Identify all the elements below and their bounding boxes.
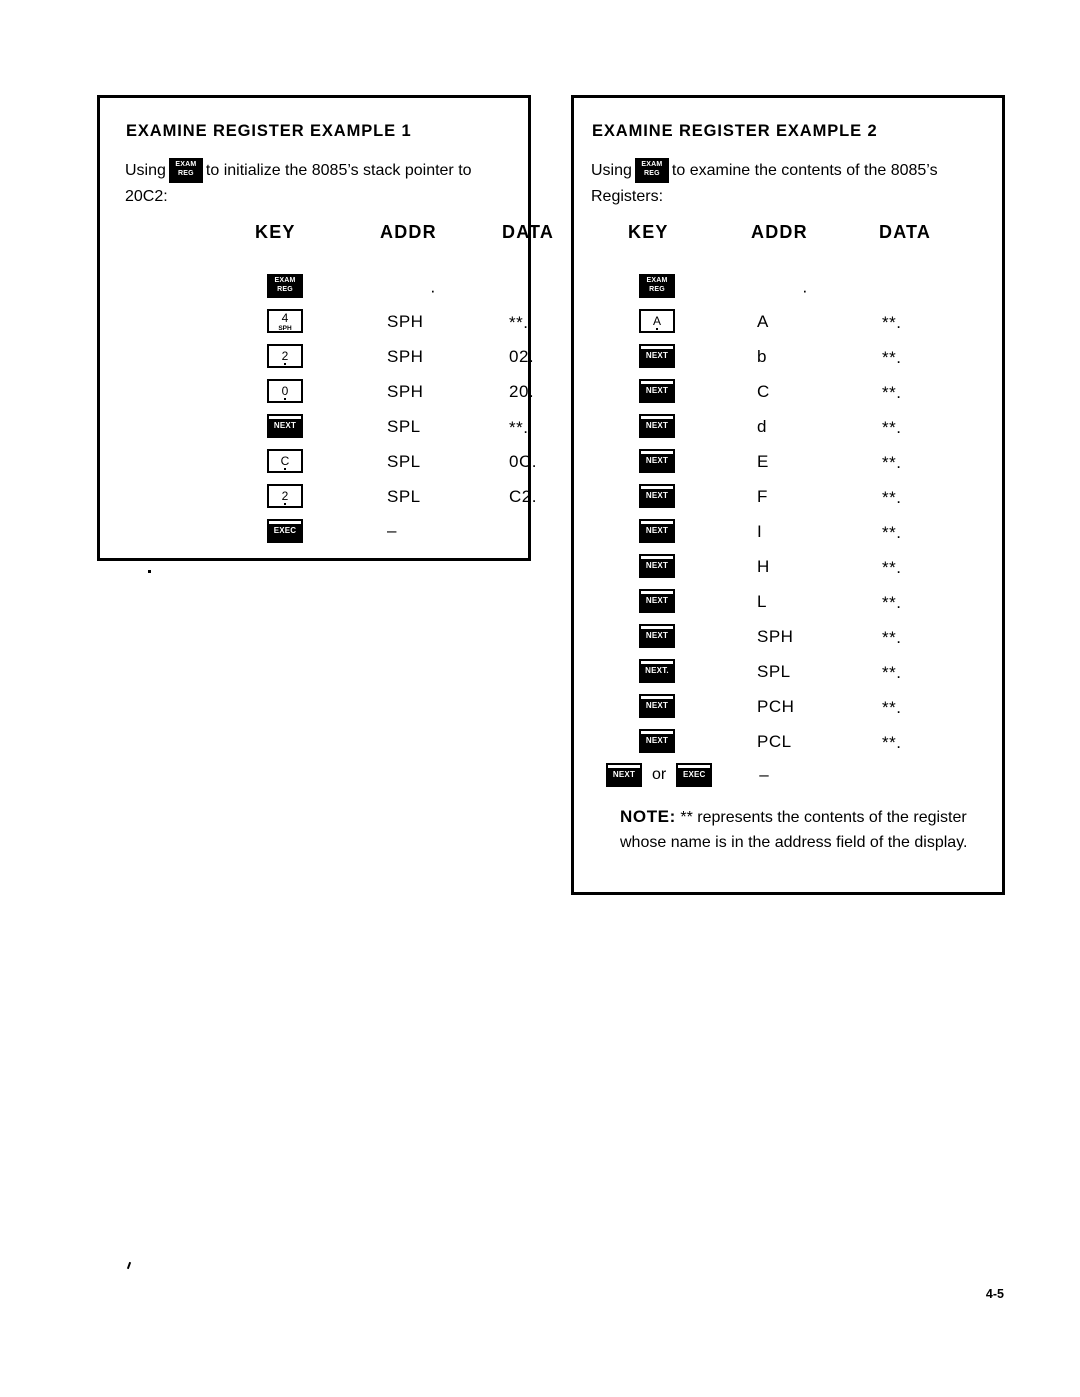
example-2-intro-after: to examine the contents of the 8085’s Registers: [591,162,938,205]
example-1-intro-after: to initialize the 8085’s stack pointer to 20C2: [125,162,472,205]
table-row [267,517,517,552]
row-addr: F [757,487,768,506]
key-next: NEXT [639,449,675,473]
or-label: or [652,766,667,783]
table-row [639,377,959,412]
row-addr: SPL [387,452,421,471]
row-addr: I [757,522,763,541]
table-row [639,692,959,727]
example-2-rows [639,272,959,762]
row-addr: H [757,557,770,576]
example-2-intro [591,158,991,210]
row-addr: SPH [757,627,794,646]
row-data: **. [882,593,902,612]
table-row [267,307,529,342]
key-next: NEXT. [639,659,675,683]
row-data: **. [882,698,902,717]
key-next: NEXT [639,344,675,368]
row-data: **. [882,348,902,367]
row-addr: – [387,521,397,540]
key-next: NEXT [639,589,675,613]
table-row [267,482,537,517]
row-addr: SPH [387,312,424,331]
page-number: 4-5 [985,1287,1004,1301]
note-label: NOTE: [620,807,676,826]
or-row-addr: – [759,765,769,784]
table-row [267,377,535,412]
example-2-heading-key: KEY [628,222,669,242]
example-2-intro-before: Using [591,162,632,179]
example-1-title: EXAMINE REGISTER EXAMPLE 1 [126,122,412,140]
exam-reg-key-icon: EXAM REG [635,158,669,183]
table-row [639,447,959,482]
table-row [267,447,537,482]
example-1-heading-key: KEY [255,222,296,242]
row-addr: C [757,382,770,401]
example-2-title: EXAMINE REGISTER EXAMPLE 2 [592,122,878,140]
row-data: **. [882,663,902,682]
row-data: 02. [509,347,535,366]
table-row [639,622,959,657]
table-row [267,272,517,307]
row-addr: SPL [387,487,421,506]
key-next: NEXT [639,414,675,438]
key-a: A [639,309,675,333]
note-text: ** represents the contents of the register whose name is in the address field of the display. [620,809,968,851]
key-exam-reg: EXAM REG [267,274,303,298]
row-data: **. [882,733,902,752]
key-next: NEXT [639,484,675,508]
table-row [639,412,959,447]
row-addr: PCL [757,732,792,751]
key-next: NEXT [639,519,675,543]
table-row [639,587,959,622]
row-data: **. [882,628,902,647]
scan-speck [127,1262,131,1269]
key-0: 0 [267,379,303,403]
row-data: **. [882,453,902,472]
key-2: 2 [267,344,303,368]
key-next: NEXT [639,554,675,578]
row-addr: L [757,592,767,611]
row-addr: SPH [387,382,424,401]
exam-reg-key-icon: EXAM REG [169,158,203,183]
key-next: NEXT [639,694,675,718]
example-2-heading-data: DATA [879,222,932,242]
row-data: **. [882,313,902,332]
example-1-box [97,95,555,561]
key-exec: EXEC [676,763,712,787]
key-next: NEXT [639,624,675,648]
row-addr: PCH [757,697,795,716]
table-row [639,552,959,587]
row-data: **. [882,488,902,507]
table-row [267,412,529,447]
next-or-exec-row [606,763,769,787]
table-row [639,482,959,517]
table-row [639,307,959,342]
row-addr: E [757,452,769,471]
example-1-heading-addr: ADDR [380,222,437,242]
key-next: NEXT [606,763,642,787]
example-2-box [571,95,1005,895]
scan-speck [148,570,151,573]
row-data: 0C. [509,452,537,471]
row-addr: SPL [757,662,791,681]
row-addr: · [430,281,437,300]
key-4-sph: 4 SPH [267,309,303,333]
key-2: 2 [267,484,303,508]
key-c: C [267,449,303,473]
row-addr: b [757,347,767,366]
table-row [639,342,959,377]
example-1-heading-data: DATA [502,222,555,242]
row-data: 20. [509,382,535,401]
key-next: NEXT [639,729,675,753]
table-row [267,342,535,377]
note-block [620,804,990,855]
table-row [639,657,959,692]
key-exec: EXEC [267,519,303,543]
key-next: NEXT [267,414,303,438]
example-1-rows [267,272,537,552]
row-addr: d [757,417,767,436]
row-addr: A [757,312,769,331]
row-data: **. [882,523,902,542]
row-data: **. [882,418,902,437]
key-next: NEXT [639,379,675,403]
row-data: **. [509,418,529,437]
table-row [639,272,959,307]
row-data: **. [882,558,902,577]
table-row [639,517,959,552]
row-data: **. [882,383,902,402]
row-addr: SPH [387,347,424,366]
key-exam-reg: EXAM REG [639,274,675,298]
row-data: C2. [509,487,537,506]
row-data: **. [509,313,529,332]
table-row [639,727,959,762]
example-1-intro-before: Using [125,162,166,179]
row-addr: SPL [387,417,421,436]
example-2-heading-addr: ADDR [751,222,808,242]
row-addr: · [802,281,809,300]
example-1-intro [125,158,515,210]
